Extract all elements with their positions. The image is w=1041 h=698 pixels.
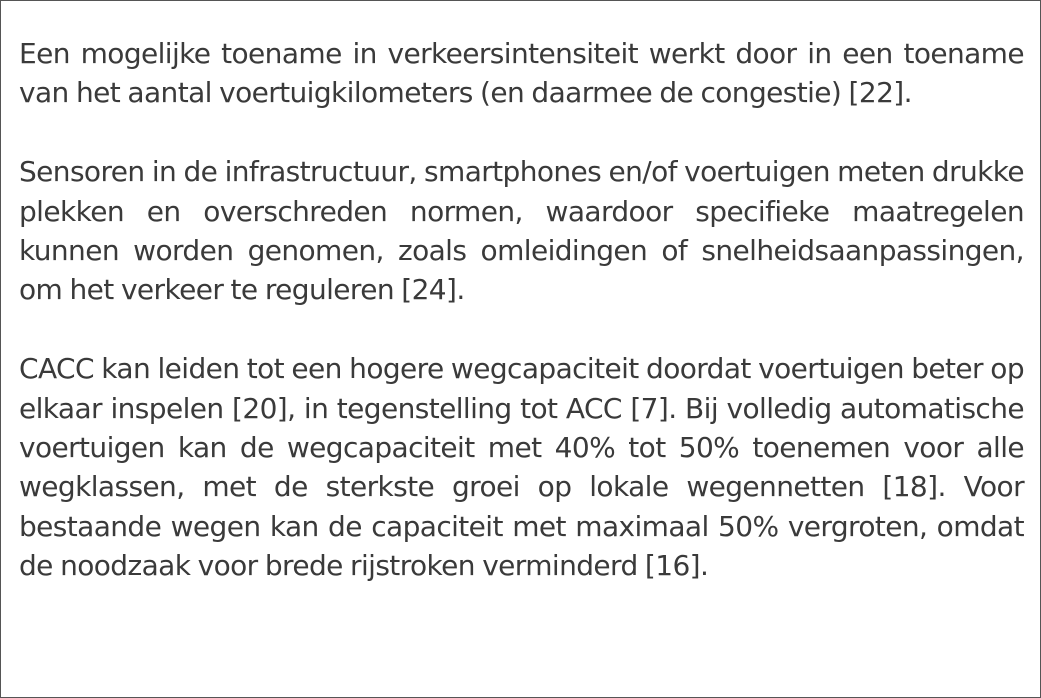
paragraph-sensors: Sensoren in de infrastructuur, smartphones en/of voertuigen meten drukke plekken en overschreden normen, waardoor specifieke maatregelen kunnen worden genomen, zoals omleidingen of snelheidsaanpassingen, om het verkeer te reguleren [24]. [19,155,1024,307]
paragraph-traffic-intensity: Een mogelijke toename in verkeersintensiteit werkt door in een toename van het aantal voertuigkilometers (en daarmee de congestie) [22]. [19,37,1024,110]
text-content [19,34,1024,586]
paragraph-cacc-capacity: CACC kan leiden tot een hogere wegcapaciteit doordat voertuigen beter op elkaar inspelen [20], in tegenstelling tot ACC [7]. Bij volledig automatische voertuigen kan de wegcapaciteit met 40% tot 50% toenemen voor alle wegklassen, met de sterkste groei op lokale wegennetten [18]. Voor bestaande wegen kan de capaciteit met maximaal 50% vergroten, omdat de noodzaak voor brede rijstroken verminderd [16]. [19,352,1024,583]
